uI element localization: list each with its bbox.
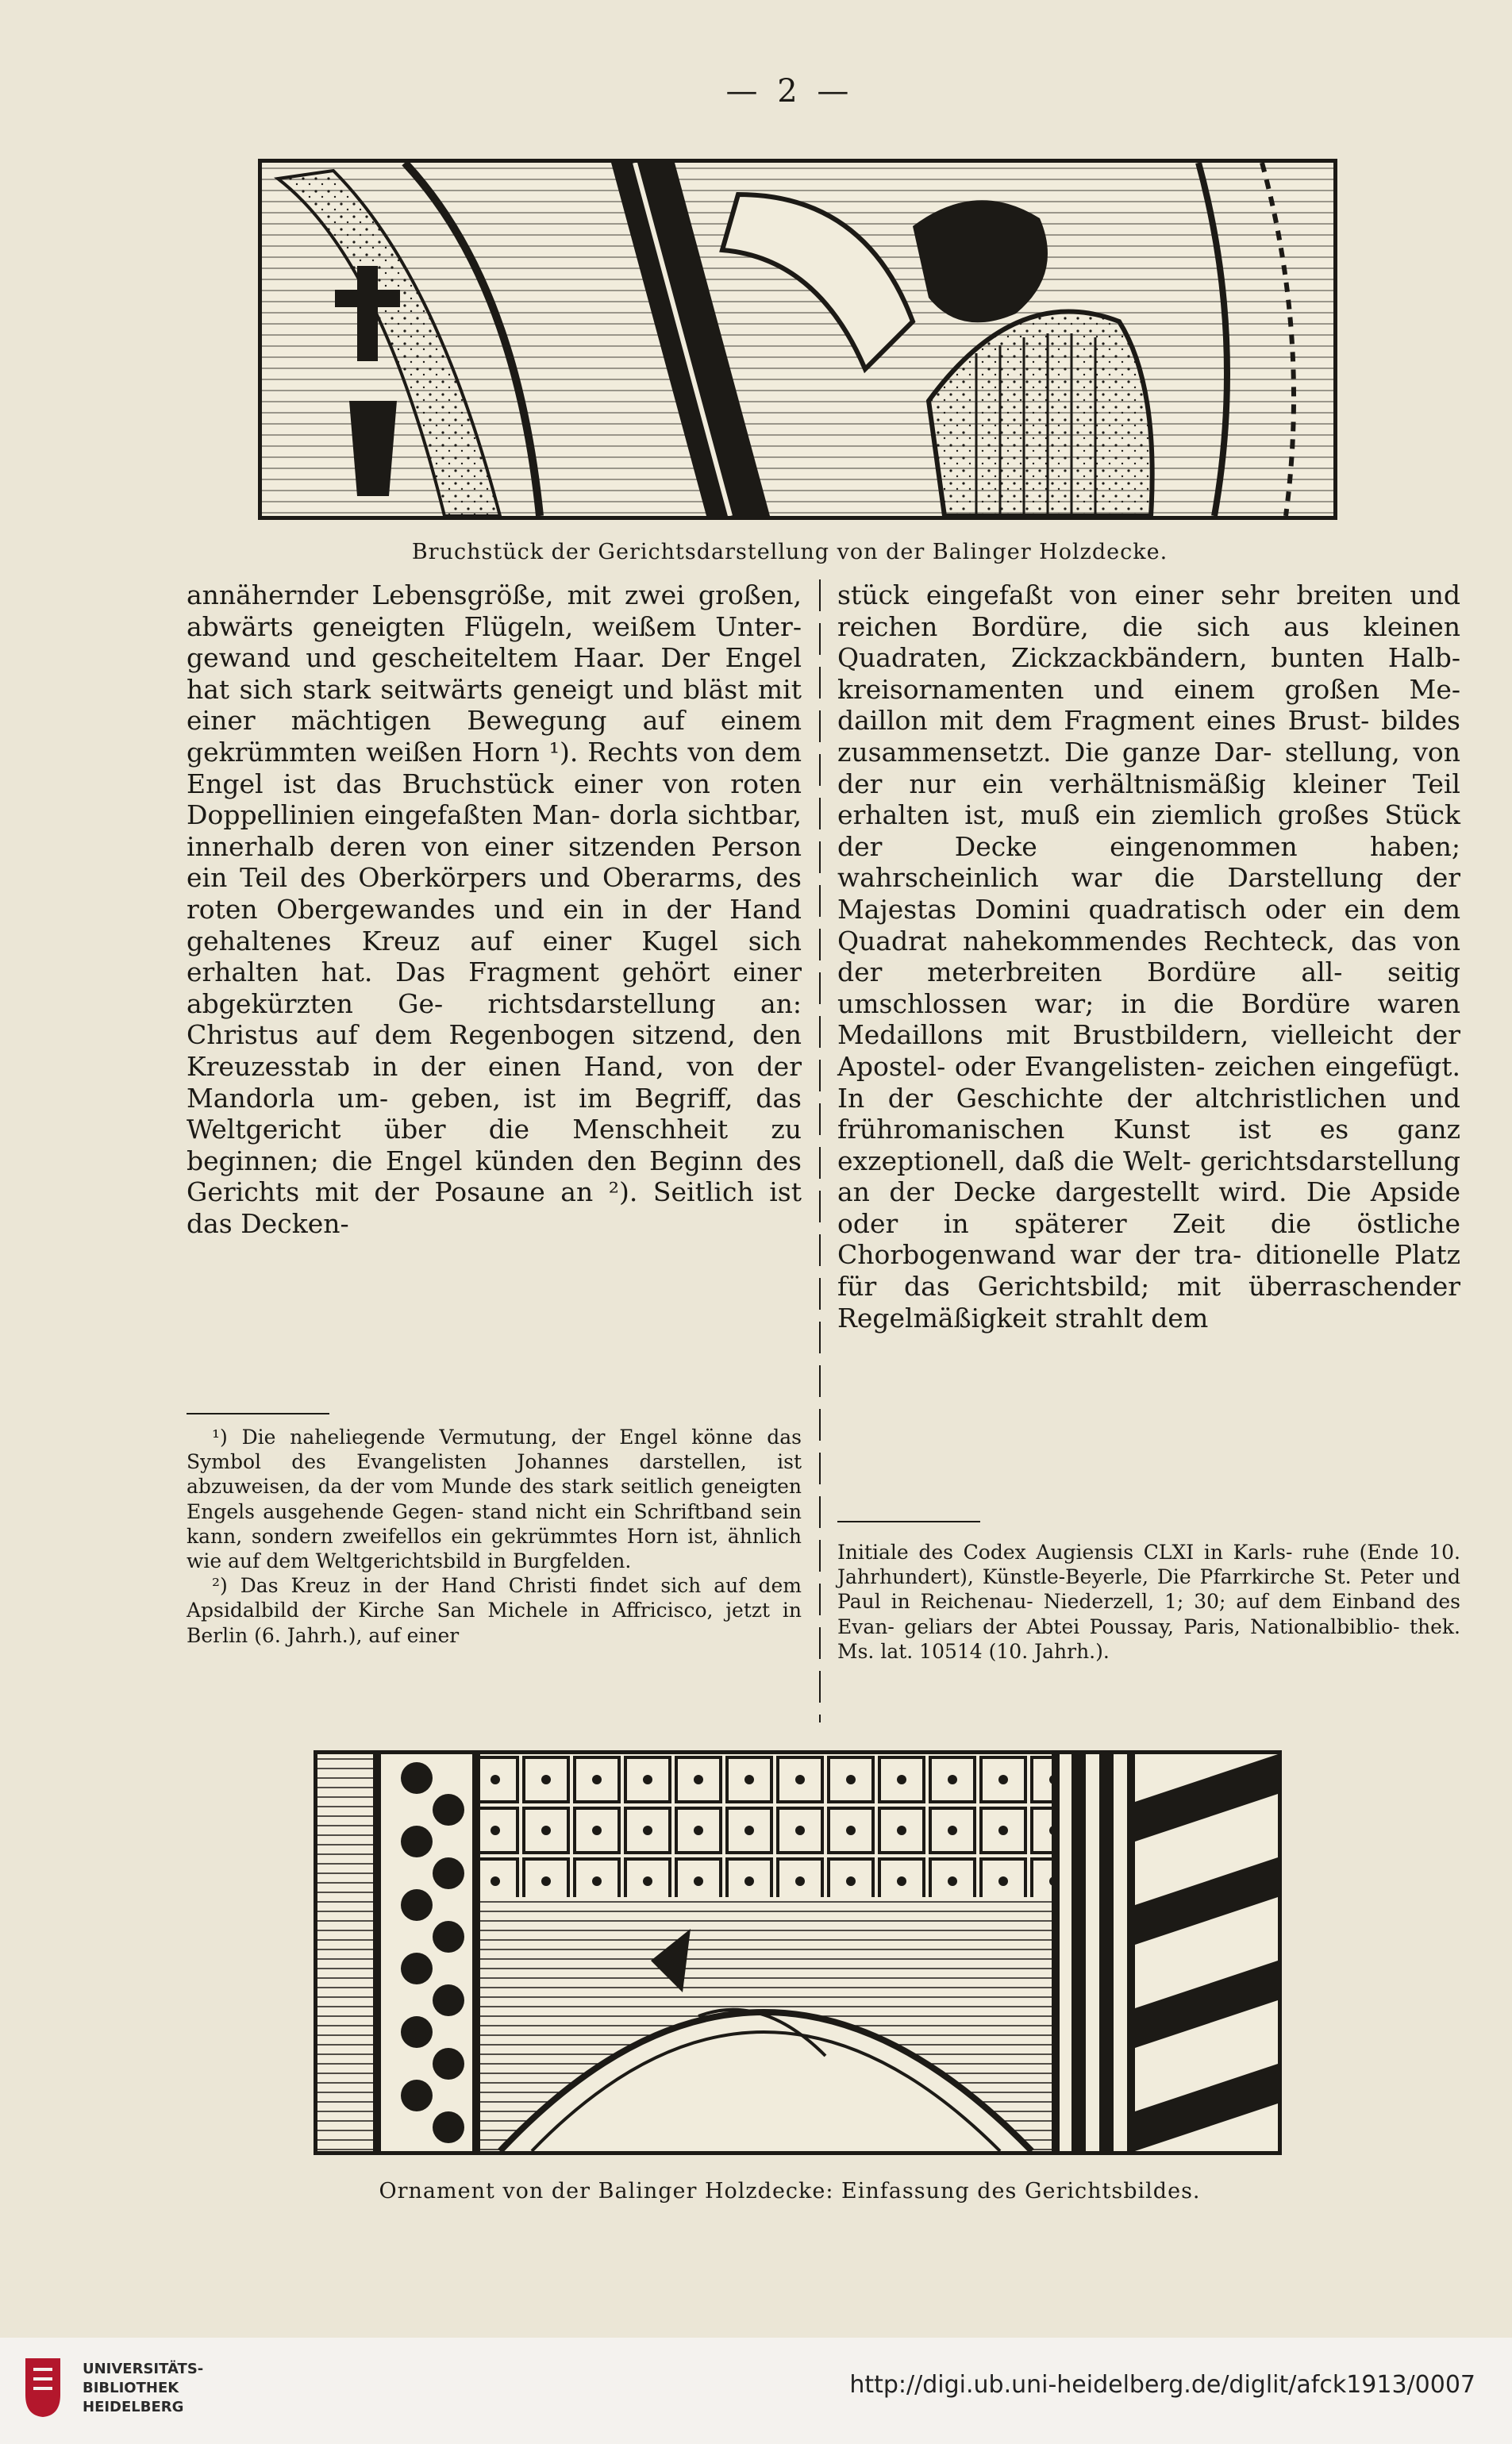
- page: [119, 32, 1460, 2334]
- footnote-separator-left: [187, 1413, 329, 1414]
- woodcut-angel-figure: [258, 159, 1337, 520]
- source-url-link[interactable]: http://digi.ub.uni-heidelberg.de/diglit/afck1913/0007: [849, 2371, 1475, 2399]
- body-paragraph-right: stück eingefaßt von einer sehr breiten und reichen Bordüre, die sich aus kleinen Quadraten, Zickzackbändern, bunten Halb- kreisornamenten und einem großen Me- daillon mit dem Fragment eines Brust- bildes zusammensetzt. Die ganze Dar- stellung, von der nur ein verhältnismäßig kleiner Teil erhalten ist, muß ein ziemlich großes Stück der Decke eingenommen haben; wahrscheinlich war die Darstellung der Majestas Domini quadratisch oder ein dem Quadrat nahekommendes Rechteck, das von der meterbreiten Bordüre all- seitig umschlossen war; in die Bordüre waren Medaillons mit Brustbildern, vielleicht der Apostel- oder Evangelisten- zeichen eingefügt. In der Geschichte der altchristlichen und frühromanischen Kunst ist es ganz exzeptionell, daß die Welt- gerichtsdarstellung an der Decke dargestellt wird. Die Apside oder in späterer Zeit die östliche Chorbogenwand war der tra- ditionelle Platz für das Gerichtsbild; mit überraschender Regelmäßigkeit strahlt dem: [837, 579, 1460, 1334]
- library-name: [83, 2360, 203, 2417]
- footnote-2: ²) Das Kreuz in der Hand Christi findet sich auf dem Apsidalbild der Kirche San Michele in Affricisco, jetzt in Berlin (6. Jahrh.), auf einer: [187, 1574, 802, 1647]
- footnotes-right: [837, 1540, 1460, 1664]
- text-column-right: [837, 579, 1460, 1334]
- figure-caption-top: Bruchstück der Gerichtsdarstellung von der Balinger Holzdecke.: [411, 540, 1168, 564]
- footnote-1: ¹) Die naheliegende Vermutung, der Engel könne das Symbol des Evangelisten Johannes darstellen, ist abzuweisen, da der vom Munde des stark seitlich geneigten Engels ausgehende Gegen- stand nicht ein Schriftband sein kann, sondern zweifellos ein gekrümmtes Horn ist, ähnlich wie auf dem Weltgerichtsbild in Burgfelden.: [187, 1426, 802, 1573]
- footnotes-left: [187, 1425, 802, 1648]
- column-divider: [819, 579, 821, 1722]
- footnote-continued: Initiale des Codex Augiensis CLXI in Karls- ruhe (Ende 10. Jahrhundert), Künstle-Beyerle, Die Pfarrkirche St. Peter und Paul in Reichenau- Niederzell, 1; 30; auf dem Einband des Evan- geliars der Abtei Poussay, Paris, Nationalbiblio- thek. Ms. lat. 10514 (10. Jahrh.).: [837, 1541, 1460, 1663]
- page-number: — 2 —: [725, 73, 854, 110]
- library-name-line-3: HEIDELBERG: [83, 2399, 184, 2415]
- text-column-left: [187, 579, 802, 1239]
- library-name-line-1: UNIVERSITÄTS-: [83, 2361, 204, 2377]
- footer-bar: [0, 2338, 1512, 2444]
- footnote-separator-right: [837, 1521, 980, 1522]
- library-name-line-2: BIBLIOTHEK: [83, 2380, 179, 2396]
- figure-caption-bottom: Ornament von der Balinger Holzdecke: Einfassung des Gerichtsbildes.: [379, 2179, 1201, 2203]
- library-logo-icon: [22, 2355, 63, 2419]
- woodcut-ornament-figure: [314, 1750, 1282, 2155]
- body-paragraph-left: annähernder Lebensgröße, mit zwei großen, abwärts geneigten Flügeln, weißem Unter- gewand und gescheiteltem Haar. Der Engel hat sich stark seitwärts geneigt und bläst mit einer mächtigen Bewegung auf einem gekrümmten weißen Horn ¹). Rechts von dem Engel ist das Bruchstück einer von roten Doppellinien eingefaßten Man- dorla sichtbar, innerhalb deren von einer sitzenden Person ein Teil des Oberkörpers und Oberarms, des roten Obergewandes und ein in der Hand gehaltenes Kreuz auf einer Kugel sich erhalten hat. Das Fragment gehört einer abgekürzten Ge- richtsdarstellung an: Christus auf dem Regenbogen sitzend, den Kreuzesstab in der einen Hand, von der Mandorla um- geben, ist im Begriff, das Weltgericht über die Menschheit zu beginnen; die Engel künden den Beginn des Gerichts mit der Posaune an ²). Seitlich ist das Decken-: [187, 579, 802, 1239]
